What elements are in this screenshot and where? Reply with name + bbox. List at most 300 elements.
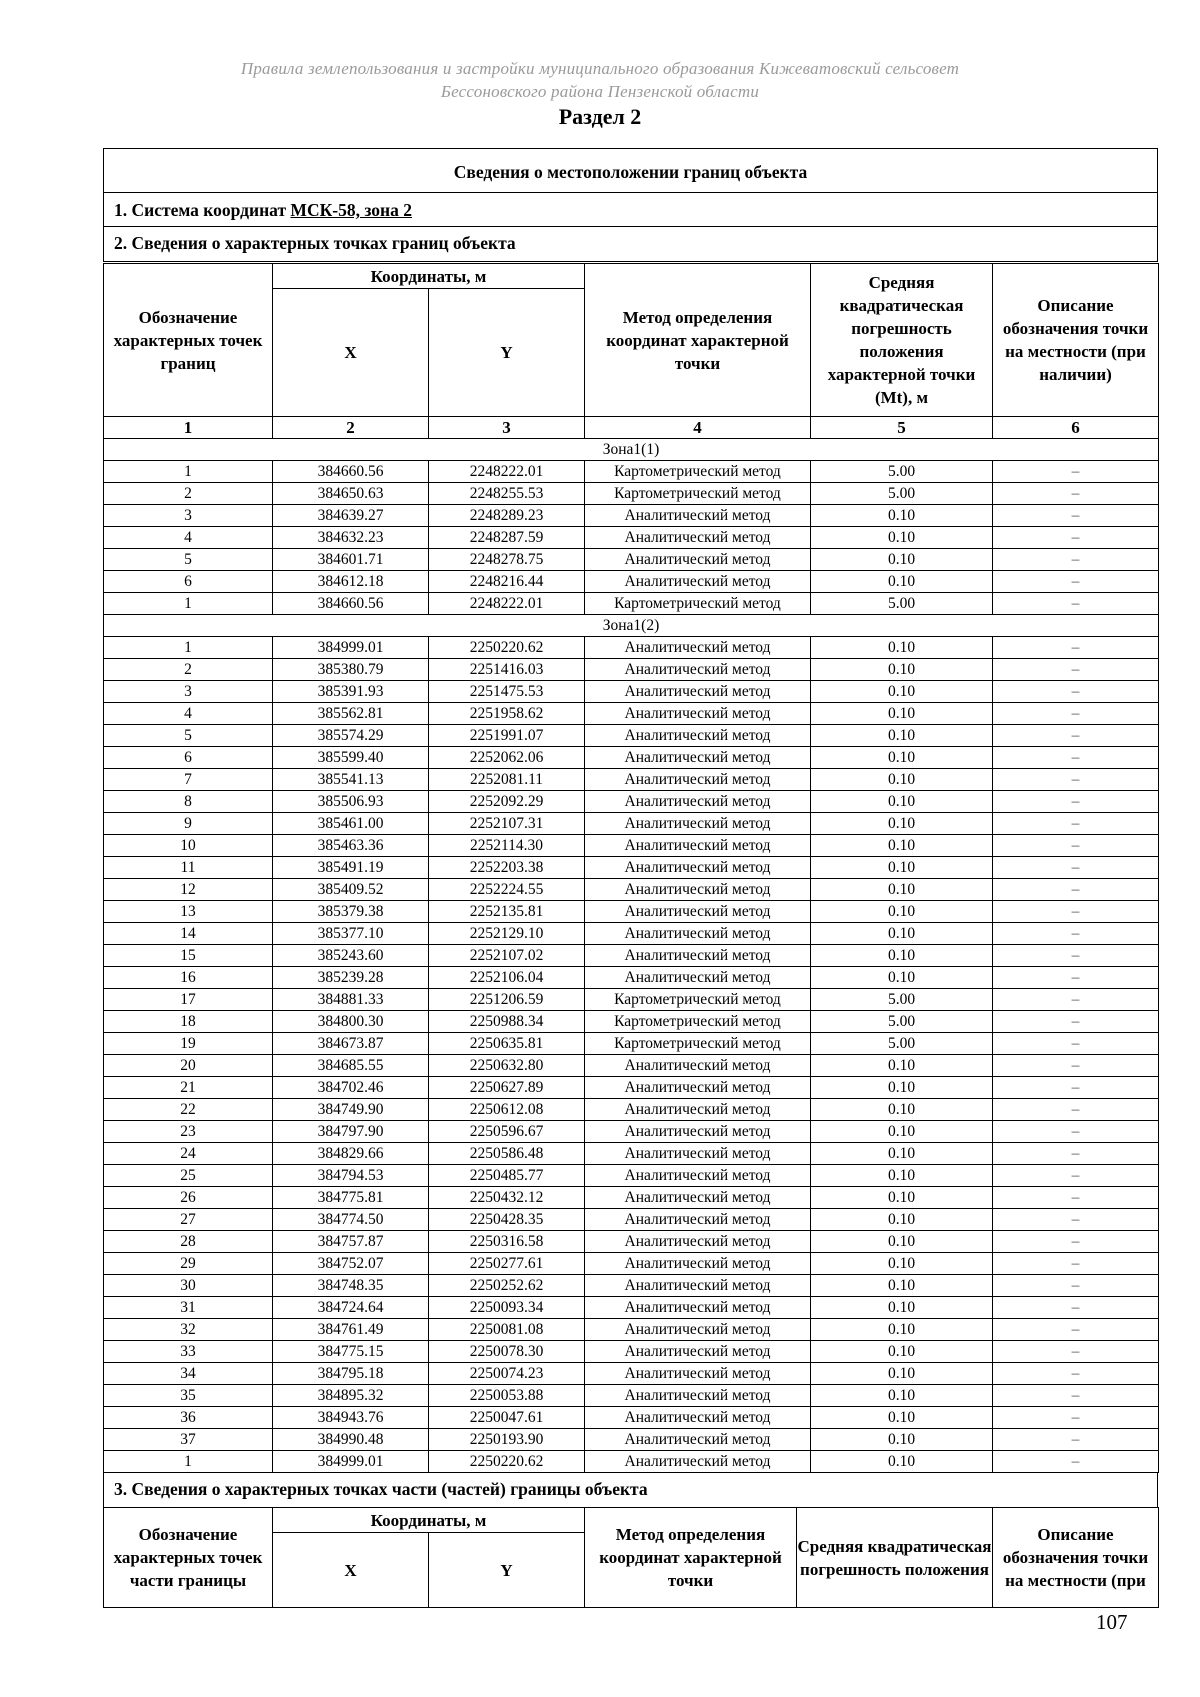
header-y: Y <box>429 289 585 417</box>
point-number: 1 <box>104 593 273 615</box>
point-number: 22 <box>104 1099 273 1121</box>
point-number: 8 <box>104 791 273 813</box>
y-coordinate: 2250081.08 <box>429 1319 585 1341</box>
table-row <box>104 659 1159 681</box>
point-number: 5 <box>104 725 273 747</box>
mean-square-error: 5.00 <box>811 989 993 1011</box>
mean-square-error: 0.10 <box>811 813 993 835</box>
table-row <box>104 527 1159 549</box>
mean-square-error: 0.10 <box>811 1077 993 1099</box>
mean-square-error: 0.10 <box>811 747 993 769</box>
x-coordinate: 385506.93 <box>273 791 429 813</box>
point-number: 28 <box>104 1231 273 1253</box>
point-number: 1 <box>104 461 273 483</box>
header2-description: Описание обозначения точки на местности (при <box>993 1508 1159 1608</box>
part-boundary-title: 3. Сведения о характерных точках части (частей) границы объекта <box>114 1479 648 1499</box>
y-coordinate: 2252135.81 <box>429 901 585 923</box>
x-coordinate: 384612.18 <box>273 571 429 593</box>
point-number: 1 <box>104 637 273 659</box>
table-row <box>104 1341 1159 1363</box>
mean-square-error: 0.10 <box>811 1407 993 1429</box>
header2-coordinates: Координаты, м <box>273 1508 585 1533</box>
mean-square-error: 0.10 <box>811 835 993 857</box>
table-row <box>104 747 1159 769</box>
point-description: – <box>993 1385 1159 1407</box>
y-coordinate: 2250078.30 <box>429 1341 585 1363</box>
header2-y: Y <box>429 1533 585 1608</box>
running-header-line2: Бессоновского района Пензенской области <box>440 82 760 101</box>
point-number: 35 <box>104 1385 273 1407</box>
method: Аналитический метод <box>585 1165 811 1187</box>
method: Аналитический метод <box>585 857 811 879</box>
mean-square-error: 0.10 <box>811 637 993 659</box>
mean-square-error: 0.10 <box>811 1341 993 1363</box>
table-row <box>104 725 1159 747</box>
point-number: 13 <box>104 901 273 923</box>
y-coordinate: 2252114.30 <box>429 835 585 857</box>
point-number: 6 <box>104 571 273 593</box>
point-number: 9 <box>104 813 273 835</box>
table-row <box>104 1385 1159 1407</box>
part-boundary-table <box>103 1507 1159 1608</box>
y-coordinate: 2250316.58 <box>429 1231 585 1253</box>
y-coordinate: 2252224.55 <box>429 879 585 901</box>
mean-square-error: 5.00 <box>811 593 993 615</box>
point-number: 24 <box>104 1143 273 1165</box>
point-description: – <box>993 1275 1159 1297</box>
method: Аналитический метод <box>585 835 811 857</box>
point-number: 37 <box>104 1429 273 1451</box>
method: Картометрический метод <box>585 989 811 1011</box>
x-coordinate: 384673.87 <box>273 1033 429 1055</box>
table-row <box>104 1429 1159 1451</box>
method: Аналитический метод <box>585 1143 811 1165</box>
method: Аналитический метод <box>585 769 811 791</box>
method: Аналитический метод <box>585 681 811 703</box>
table-row <box>104 637 1159 659</box>
point-description: – <box>993 857 1159 879</box>
mean-square-error: 0.10 <box>811 1187 993 1209</box>
table-row <box>104 1363 1159 1385</box>
mean-square-error: 0.10 <box>811 505 993 527</box>
x-coordinate: 384685.55 <box>273 1055 429 1077</box>
x-coordinate: 384749.90 <box>273 1099 429 1121</box>
object-location-title: Сведения о местоположении границ объекта <box>104 149 1157 193</box>
coordinate-system-label: 1. Система координат <box>114 200 291 220</box>
table-row <box>104 1253 1159 1275</box>
x-coordinate: 384829.66 <box>273 1143 429 1165</box>
object-info-block <box>103 148 1158 262</box>
point-number: 33 <box>104 1341 273 1363</box>
table-row <box>104 549 1159 571</box>
x-coordinate: 384999.01 <box>273 637 429 659</box>
x-coordinate: 384601.71 <box>273 549 429 571</box>
method: Аналитический метод <box>585 1319 811 1341</box>
header-x: X <box>273 289 429 417</box>
mean-square-error: 0.10 <box>811 703 993 725</box>
x-coordinate: 384774.50 <box>273 1209 429 1231</box>
mean-square-error: 0.10 <box>811 791 993 813</box>
point-description: – <box>993 1451 1159 1473</box>
point-number: 18 <box>104 1011 273 1033</box>
y-coordinate: 2252203.38 <box>429 857 585 879</box>
point-number: 36 <box>104 1407 273 1429</box>
table-row <box>104 1451 1159 1473</box>
table-row <box>104 1275 1159 1297</box>
table-row <box>104 989 1159 1011</box>
mean-square-error: 0.10 <box>811 1055 993 1077</box>
point-number: 2 <box>104 483 273 505</box>
point-number: 4 <box>104 527 273 549</box>
table-row <box>104 945 1159 967</box>
header2-point-designation: Обозначение характерных точек части границы <box>104 1508 273 1608</box>
mean-square-error: 0.10 <box>811 1231 993 1253</box>
method: Аналитический метод <box>585 1209 811 1231</box>
y-coordinate: 2248222.01 <box>429 593 585 615</box>
x-coordinate: 384660.56 <box>273 593 429 615</box>
table-row <box>104 879 1159 901</box>
table-row <box>104 1055 1159 1077</box>
zone-row <box>104 439 1159 461</box>
method: Аналитический метод <box>585 1055 811 1077</box>
x-coordinate: 384795.18 <box>273 1363 429 1385</box>
point-number: 3 <box>104 505 273 527</box>
point-number: 25 <box>104 1165 273 1187</box>
method: Аналитический метод <box>585 1385 811 1407</box>
mean-square-error: 0.10 <box>811 1209 993 1231</box>
mean-square-error: 5.00 <box>811 483 993 505</box>
point-description: – <box>993 1341 1159 1363</box>
y-coordinate: 2248222.01 <box>429 461 585 483</box>
point-number: 2 <box>104 659 273 681</box>
point-description: – <box>993 791 1159 813</box>
point-number: 30 <box>104 1275 273 1297</box>
header2-x: X <box>273 1533 429 1608</box>
point-description: – <box>993 571 1159 593</box>
table-row <box>104 1231 1159 1253</box>
mean-square-error: 0.10 <box>811 1143 993 1165</box>
x-coordinate: 385239.28 <box>273 967 429 989</box>
mean-square-error: 0.10 <box>811 1363 993 1385</box>
mean-square-error: 0.10 <box>811 681 993 703</box>
point-number: 15 <box>104 945 273 967</box>
table-row <box>104 1407 1159 1429</box>
method: Картометрический метод <box>585 1011 811 1033</box>
table-row <box>104 681 1159 703</box>
point-description: – <box>993 1231 1159 1253</box>
y-coordinate: 2252107.02 <box>429 945 585 967</box>
header-point-designation: Обозначение характерных точек границ <box>104 264 273 417</box>
method: Аналитический метод <box>585 923 811 945</box>
y-coordinate: 2248278.75 <box>429 549 585 571</box>
x-coordinate: 384775.15 <box>273 1341 429 1363</box>
table-row <box>104 703 1159 725</box>
method: Аналитический метод <box>585 1407 811 1429</box>
point-description: – <box>993 1209 1159 1231</box>
column-number: 1 <box>104 417 273 439</box>
x-coordinate: 384800.30 <box>273 1011 429 1033</box>
y-coordinate: 2250047.61 <box>429 1407 585 1429</box>
table-row <box>104 1319 1159 1341</box>
point-number: 29 <box>104 1253 273 1275</box>
boundary-points-table <box>103 263 1159 1473</box>
point-description: – <box>993 549 1159 571</box>
method: Аналитический метод <box>585 1429 811 1451</box>
mean-square-error: 0.10 <box>811 1275 993 1297</box>
table-row <box>104 901 1159 923</box>
mean-square-error: 5.00 <box>811 1033 993 1055</box>
method: Аналитический метод <box>585 813 811 835</box>
method: Аналитический метод <box>585 747 811 769</box>
y-coordinate: 2252092.29 <box>429 791 585 813</box>
mean-square-error: 0.10 <box>811 1297 993 1319</box>
method: Аналитический метод <box>585 791 811 813</box>
x-coordinate: 384881.33 <box>273 989 429 1011</box>
mean-square-error: 0.10 <box>811 901 993 923</box>
y-coordinate: 2250093.34 <box>429 1297 585 1319</box>
point-description: – <box>993 1033 1159 1055</box>
y-coordinate: 2250586.48 <box>429 1143 585 1165</box>
method: Аналитический метод <box>585 1187 811 1209</box>
x-coordinate: 384794.53 <box>273 1165 429 1187</box>
table-row <box>104 1297 1159 1319</box>
mean-square-error: 0.10 <box>811 1121 993 1143</box>
x-coordinate: 384639.27 <box>273 505 429 527</box>
point-description: – <box>993 901 1159 923</box>
point-description: – <box>993 527 1159 549</box>
method: Аналитический метод <box>585 1275 811 1297</box>
table-row <box>104 1099 1159 1121</box>
mean-square-error: 0.10 <box>811 1429 993 1451</box>
point-number: 14 <box>104 923 273 945</box>
point-number: 6 <box>104 747 273 769</box>
x-coordinate: 385463.36 <box>273 835 429 857</box>
y-coordinate: 2251958.62 <box>429 703 585 725</box>
point-number: 7 <box>104 769 273 791</box>
boundary-points-title: 2. Сведения о характерных точках границ объекта <box>114 233 516 253</box>
table-row <box>104 1121 1159 1143</box>
point-description: – <box>993 1253 1159 1275</box>
mean-square-error: 0.10 <box>811 769 993 791</box>
x-coordinate: 385409.52 <box>273 879 429 901</box>
point-number: 27 <box>104 1209 273 1231</box>
method: Аналитический метод <box>585 527 811 549</box>
y-coordinate: 2250053.88 <box>429 1385 585 1407</box>
method: Картометрический метод <box>585 1033 811 1055</box>
x-coordinate: 385377.10 <box>273 923 429 945</box>
method: Аналитический метод <box>585 879 811 901</box>
y-coordinate: 2250432.12 <box>429 1187 585 1209</box>
point-description: – <box>993 989 1159 1011</box>
mean-square-error: 5.00 <box>811 461 993 483</box>
zone-row <box>104 615 1159 637</box>
y-coordinate: 2251416.03 <box>429 659 585 681</box>
point-number: 11 <box>104 857 273 879</box>
method: Картометрический метод <box>585 593 811 615</box>
x-coordinate: 385574.29 <box>273 725 429 747</box>
point-description: – <box>993 813 1159 835</box>
column-number-row <box>104 417 1159 439</box>
page-number: 107 <box>1096 1610 1128 1634</box>
y-coordinate: 2250074.23 <box>429 1363 585 1385</box>
point-description: – <box>993 1099 1159 1121</box>
x-coordinate: 385380.79 <box>273 659 429 681</box>
x-coordinate: 384757.87 <box>273 1231 429 1253</box>
x-coordinate: 384752.07 <box>273 1253 429 1275</box>
method: Аналитический метод <box>585 1121 811 1143</box>
header-method: Метод определения координат характерной точки <box>585 264 811 417</box>
table-row <box>104 593 1159 615</box>
y-coordinate: 2251206.59 <box>429 989 585 1011</box>
part-boundary-block <box>103 1473 1158 1508</box>
table-row <box>104 483 1159 505</box>
method: Картометрический метод <box>585 461 811 483</box>
y-coordinate: 2250988.34 <box>429 1011 585 1033</box>
x-coordinate: 384702.46 <box>273 1077 429 1099</box>
y-coordinate: 2248216.44 <box>429 571 585 593</box>
point-description: – <box>993 1055 1159 1077</box>
point-description: – <box>993 637 1159 659</box>
method: Аналитический метод <box>585 1451 811 1473</box>
point-description: – <box>993 923 1159 945</box>
point-description: – <box>993 1187 1159 1209</box>
y-coordinate: 2248255.53 <box>429 483 585 505</box>
method: Аналитический метод <box>585 1341 811 1363</box>
method: Аналитический метод <box>585 703 811 725</box>
table-row <box>104 857 1159 879</box>
header2-method: Метод определения координат характерной точки <box>585 1508 797 1608</box>
y-coordinate: 2250627.89 <box>429 1077 585 1099</box>
mean-square-error: 0.10 <box>811 571 993 593</box>
x-coordinate: 385461.00 <box>273 813 429 835</box>
column-number: 5 <box>811 417 993 439</box>
x-coordinate: 385541.13 <box>273 769 429 791</box>
point-description: – <box>993 725 1159 747</box>
y-coordinate: 2252106.04 <box>429 967 585 989</box>
point-description: – <box>993 505 1159 527</box>
table-row <box>104 505 1159 527</box>
point-number: 21 <box>104 1077 273 1099</box>
point-description: – <box>993 703 1159 725</box>
x-coordinate: 385243.60 <box>273 945 429 967</box>
header-description: Описание обозначения точки на местности (при наличии) <box>993 264 1159 417</box>
y-coordinate: 2250485.77 <box>429 1165 585 1187</box>
method: Картометрический метод <box>585 483 811 505</box>
y-coordinate: 2252081.11 <box>429 769 585 791</box>
point-number: 1 <box>104 1451 273 1473</box>
point-description: – <box>993 681 1159 703</box>
point-number: 26 <box>104 1187 273 1209</box>
mean-square-error: 0.10 <box>811 923 993 945</box>
point-description: – <box>993 747 1159 769</box>
point-description: – <box>993 1011 1159 1033</box>
x-coordinate: 384632.23 <box>273 527 429 549</box>
mean-square-error: 0.10 <box>811 725 993 747</box>
x-coordinate: 385379.38 <box>273 901 429 923</box>
method: Аналитический метод <box>585 1363 811 1385</box>
x-coordinate: 384999.01 <box>273 1451 429 1473</box>
column-number: 2 <box>273 417 429 439</box>
method: Аналитический метод <box>585 1231 811 1253</box>
x-coordinate: 384724.64 <box>273 1297 429 1319</box>
mean-square-error: 0.10 <box>811 1253 993 1275</box>
x-coordinate: 385562.81 <box>273 703 429 725</box>
table-row <box>104 769 1159 791</box>
point-number: 20 <box>104 1055 273 1077</box>
point-description: – <box>993 835 1159 857</box>
x-coordinate: 384650.63 <box>273 483 429 505</box>
point-number: 3 <box>104 681 273 703</box>
zone-name: Зона1(1) <box>104 439 1159 461</box>
point-description: – <box>993 1363 1159 1385</box>
mean-square-error: 0.10 <box>811 945 993 967</box>
mean-square-error: 0.10 <box>811 1165 993 1187</box>
y-coordinate: 2250193.90 <box>429 1429 585 1451</box>
y-coordinate: 2251991.07 <box>429 725 585 747</box>
method: Аналитический метод <box>585 1297 811 1319</box>
table-row <box>104 791 1159 813</box>
mean-square-error: 0.10 <box>811 1099 993 1121</box>
column-number: 4 <box>585 417 811 439</box>
table-row <box>104 1187 1159 1209</box>
point-description: – <box>993 1165 1159 1187</box>
table-row <box>104 1033 1159 1055</box>
method: Аналитический метод <box>585 945 811 967</box>
y-coordinate: 2252129.10 <box>429 923 585 945</box>
point-number: 10 <box>104 835 273 857</box>
method: Аналитический метод <box>585 505 811 527</box>
y-coordinate: 2250596.67 <box>429 1121 585 1143</box>
point-description: – <box>993 461 1159 483</box>
point-number: 34 <box>104 1363 273 1385</box>
x-coordinate: 385391.93 <box>273 681 429 703</box>
method: Аналитический метод <box>585 659 811 681</box>
point-number: 12 <box>104 879 273 901</box>
table-row <box>104 835 1159 857</box>
y-coordinate: 2248287.59 <box>429 527 585 549</box>
point-description: – <box>993 1297 1159 1319</box>
mean-square-error: 0.10 <box>811 659 993 681</box>
point-number: 17 <box>104 989 273 1011</box>
y-coordinate: 2250277.61 <box>429 1253 585 1275</box>
point-description: – <box>993 945 1159 967</box>
table-row <box>104 461 1159 483</box>
point-description: – <box>993 593 1159 615</box>
mean-square-error: 0.10 <box>811 967 993 989</box>
x-coordinate: 384748.35 <box>273 1275 429 1297</box>
x-coordinate: 384990.48 <box>273 1429 429 1451</box>
y-coordinate: 2252107.31 <box>429 813 585 835</box>
table-row <box>104 967 1159 989</box>
y-coordinate: 2250612.08 <box>429 1099 585 1121</box>
mean-square-error: 0.10 <box>811 1451 993 1473</box>
y-coordinate: 2251475.53 <box>429 681 585 703</box>
y-coordinate: 2250428.35 <box>429 1209 585 1231</box>
table-row <box>104 1143 1159 1165</box>
mean-square-error: 0.10 <box>811 549 993 571</box>
point-number: 19 <box>104 1033 273 1055</box>
mean-square-error: 5.00 <box>811 1011 993 1033</box>
method: Аналитический метод <box>585 637 811 659</box>
y-coordinate: 2250632.80 <box>429 1055 585 1077</box>
point-number: 31 <box>104 1297 273 1319</box>
zone-name: Зона1(2) <box>104 615 1159 637</box>
point-description: – <box>993 967 1159 989</box>
point-description: – <box>993 1407 1159 1429</box>
point-description: – <box>993 1319 1159 1341</box>
method: Аналитический метод <box>585 1253 811 1275</box>
y-coordinate: 2248289.23 <box>429 505 585 527</box>
